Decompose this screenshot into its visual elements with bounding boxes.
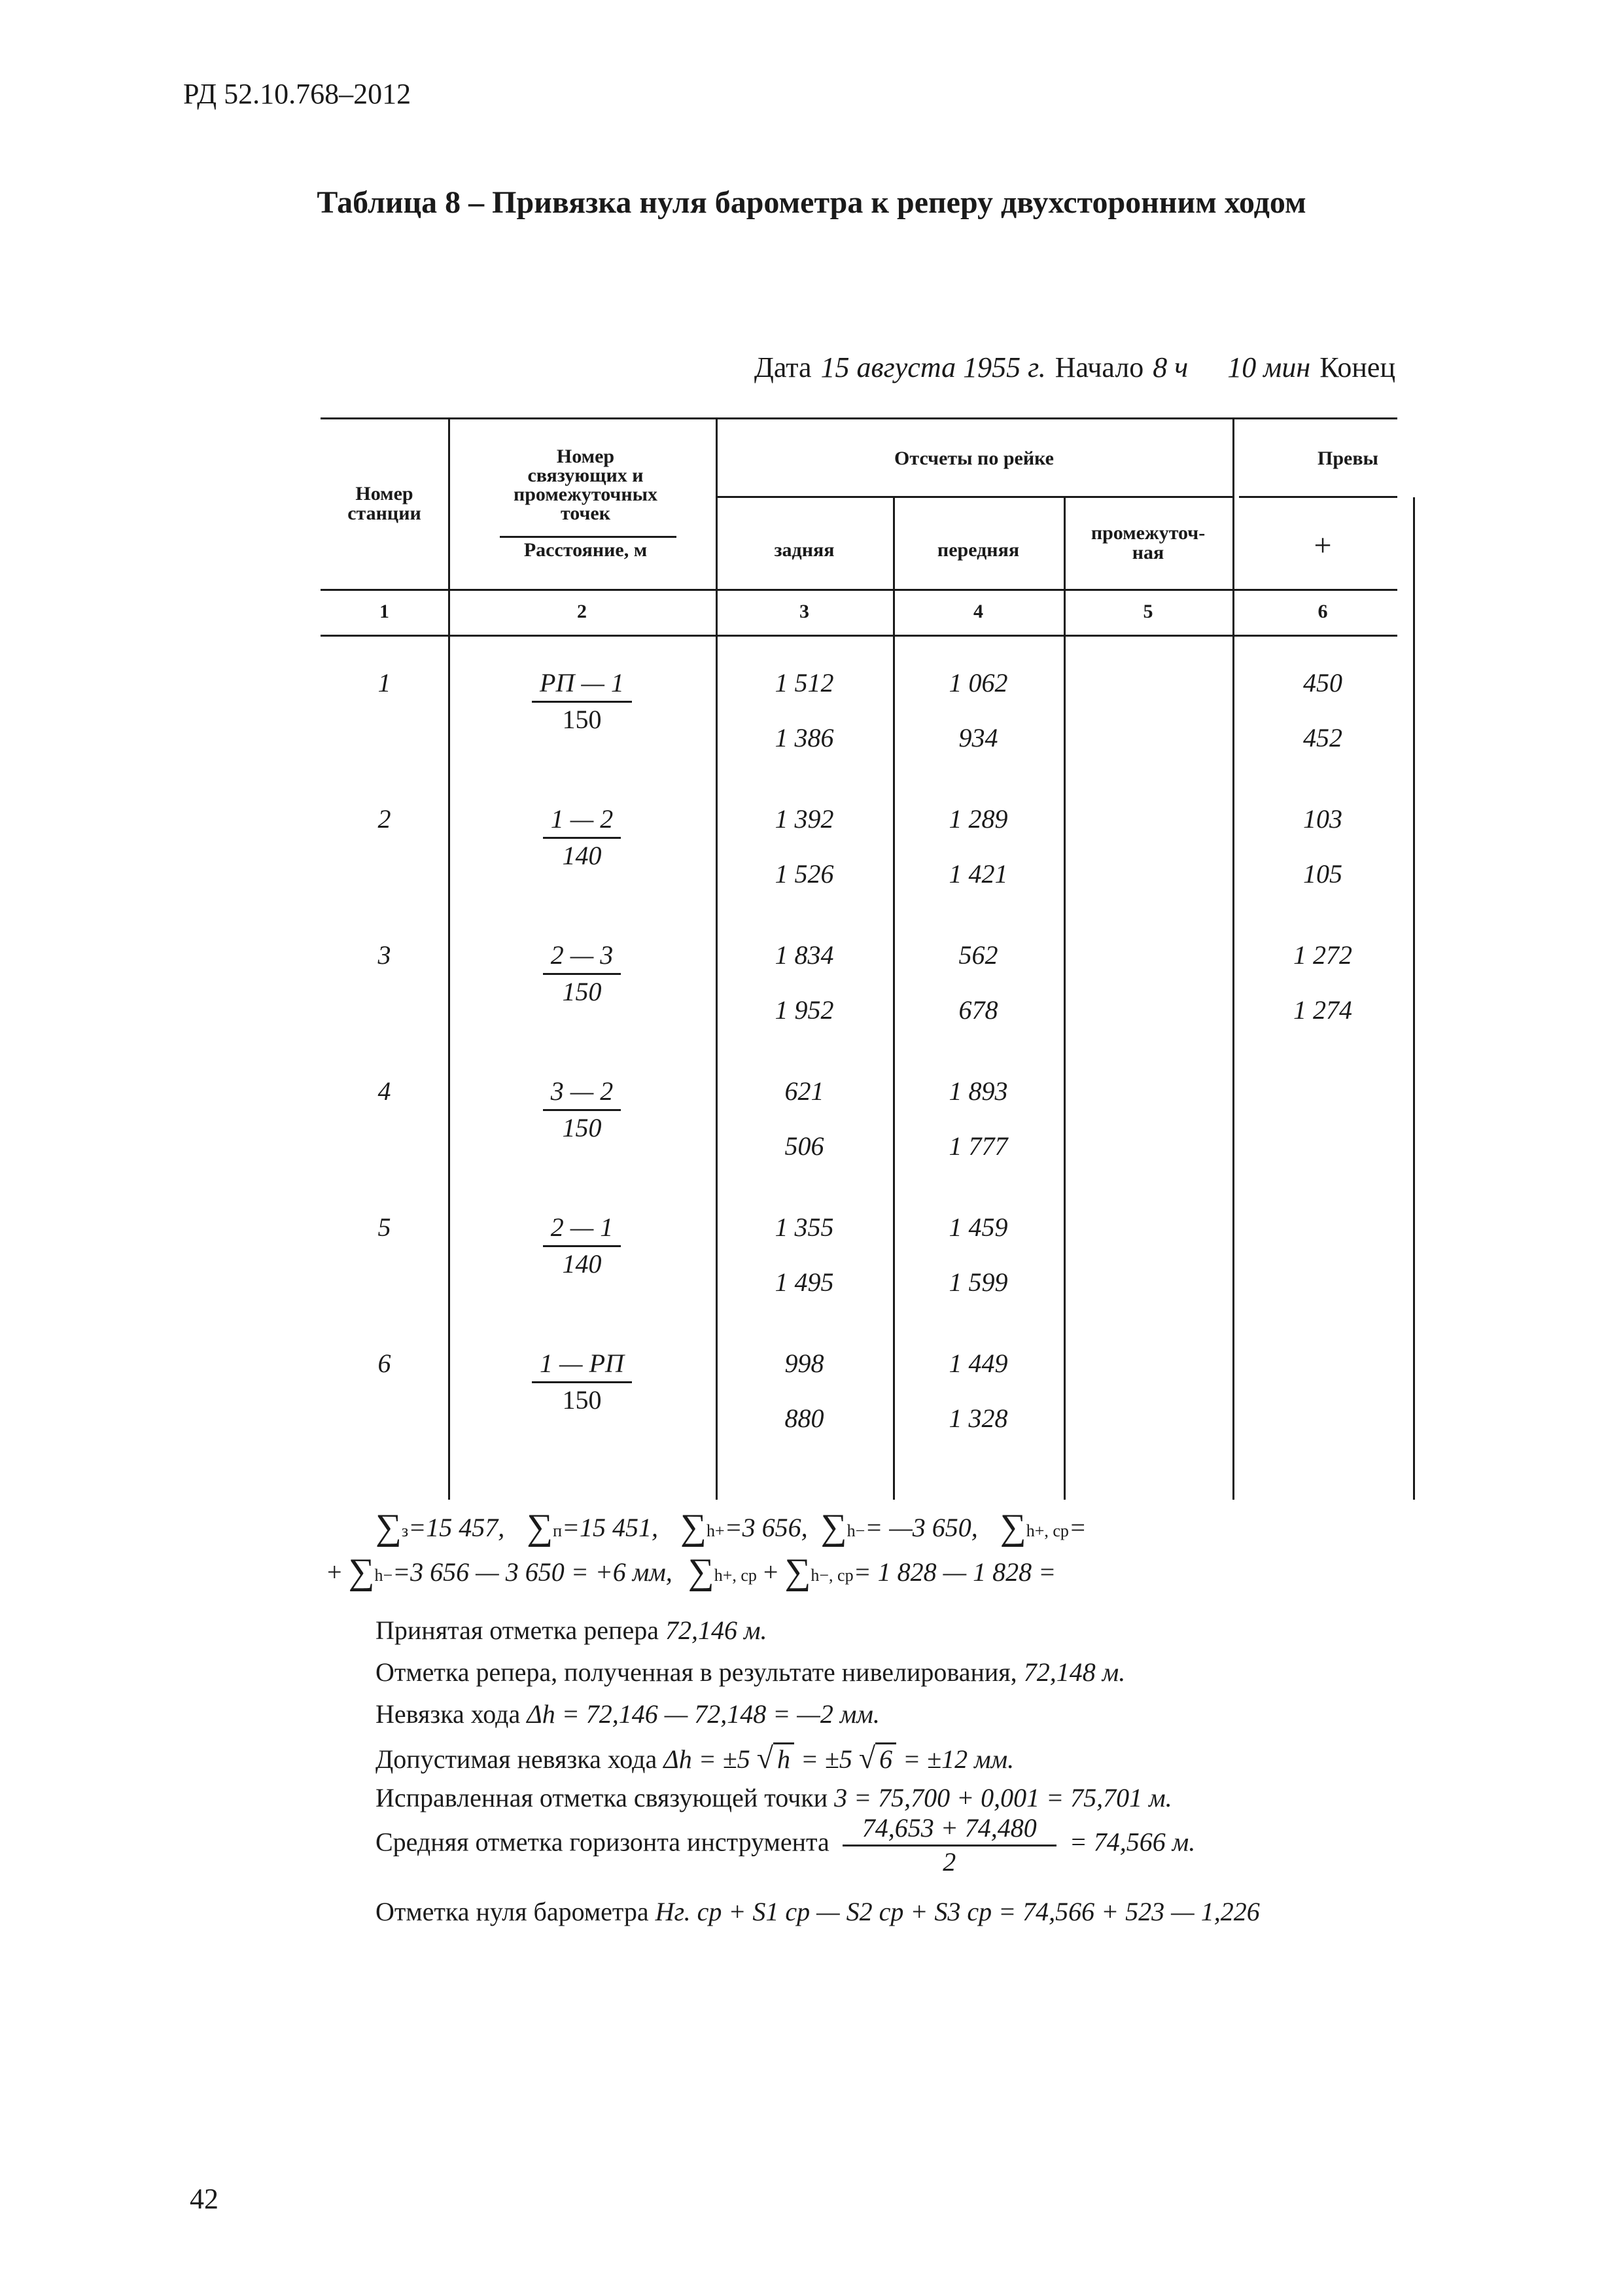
sum-hminus-sub: h− xyxy=(374,1566,393,1585)
points-cell xyxy=(448,1212,716,1279)
back-reading-2: 880 xyxy=(784,1404,824,1433)
plus-sign: + xyxy=(763,1557,778,1587)
distance-value: 150 xyxy=(562,977,602,1006)
dateline xyxy=(745,351,1395,384)
points-label: 2 — 3 xyxy=(543,940,621,975)
table-top-rule xyxy=(321,417,1397,419)
mean-fraction xyxy=(843,1812,1056,1877)
sums-line-2 xyxy=(327,1551,1056,1593)
station-cell: 1 xyxy=(377,668,391,698)
colnum-2: 2 xyxy=(577,601,587,622)
front-reading-2: 678 xyxy=(958,995,998,1025)
body-vrule-4 xyxy=(1064,635,1066,1500)
back-reading-2: 506 xyxy=(784,1131,824,1161)
front-reading-2: 934 xyxy=(958,723,998,752)
sqrt-h: h xyxy=(773,1742,794,1774)
sum-front-sub: п xyxy=(553,1521,563,1540)
plus-excess-1: 1 272 xyxy=(1293,940,1352,970)
plus-excess-1: 450 xyxy=(1303,668,1342,698)
mean-denominator: 2 xyxy=(943,1847,956,1877)
body-vrule-5 xyxy=(1232,635,1234,1500)
plus-excess-2: 105 xyxy=(1303,859,1342,889)
header-station: Номер станции xyxy=(347,483,421,524)
sum-back-value: =15 457, xyxy=(408,1513,505,1542)
sum-hplus-mean-sub: h+, ср xyxy=(1026,1521,1069,1540)
header-points-1: Номер xyxy=(556,446,615,467)
start-value: 8 ч xyxy=(1153,351,1189,383)
back-reading-1: 1 834 xyxy=(775,940,834,970)
allowed-formula-mid: = ±5 xyxy=(800,1744,852,1774)
plus-sign: + xyxy=(327,1557,342,1587)
points-cell xyxy=(448,1348,716,1415)
end-label: Конец xyxy=(1319,351,1395,383)
misclosure-line xyxy=(375,1699,880,1729)
header-inter-2: ная xyxy=(1132,542,1164,563)
body-vrule-6 xyxy=(1413,635,1415,1500)
table-title: Таблица 8 – Привязка нуля барометра к реперу двухсторонним ходом xyxy=(317,185,1306,220)
distance-value: 150 xyxy=(562,1385,602,1415)
station-cell: 6 xyxy=(377,1349,391,1378)
mean-label: Средняя отметка горизонта инструмента xyxy=(375,1827,829,1857)
front-reading-1: 1 062 xyxy=(949,668,1008,698)
allowed-formula-end: = ±12 мм. xyxy=(903,1744,1015,1774)
colnum-4: 4 xyxy=(973,601,983,622)
sum-front-value: =15 451, xyxy=(562,1513,659,1542)
distance-value: 150 xyxy=(562,1113,602,1142)
plus-excess-1: 103 xyxy=(1303,804,1342,834)
sigma-symbol: ∑ xyxy=(820,1507,847,1547)
front-reading-1: 1 459 xyxy=(949,1212,1008,1242)
back-reading-2: 1 495 xyxy=(775,1267,834,1297)
colnum-5: 5 xyxy=(1143,601,1153,622)
station-cell: 4 xyxy=(377,1076,391,1106)
points-cell xyxy=(448,804,716,871)
points-divider xyxy=(500,536,676,538)
back-reading-2: 1 386 xyxy=(775,723,834,752)
header-points-2: связующих и xyxy=(527,465,644,486)
points-cell xyxy=(448,1076,716,1143)
front-reading-1: 1 289 xyxy=(949,804,1008,834)
front-reading-1: 562 xyxy=(958,940,998,970)
mean-horizon-line xyxy=(375,1812,1195,1877)
sum-diff-value: =3 656 — 3 650 = +6 мм, xyxy=(393,1557,672,1587)
obtained-value: 72,148 м. xyxy=(1023,1657,1126,1687)
corrected-label: Исправленная отметка связующей точки xyxy=(375,1783,828,1812)
points-label: 1 — 2 xyxy=(543,804,621,839)
mean-result: = 74,566 м. xyxy=(1069,1827,1196,1857)
header-plus: + xyxy=(1314,528,1332,563)
points-label: РП — 1 xyxy=(532,667,632,703)
station-cell: 5 xyxy=(377,1212,391,1242)
sum-hminus-value: = —3 650, xyxy=(865,1513,978,1542)
back-reading-1: 1 355 xyxy=(775,1212,834,1242)
front-reading-2: 1 328 xyxy=(949,1404,1008,1433)
page-number: 42 xyxy=(190,2183,218,2215)
station-cell: 3 xyxy=(377,940,391,970)
points-cell xyxy=(448,940,716,1007)
front-reading-2: 1 777 xyxy=(949,1131,1008,1161)
back-reading-1: 998 xyxy=(784,1349,824,1378)
plus-excess-2: 1 274 xyxy=(1293,995,1352,1025)
sigma-symbol: ∑ xyxy=(375,1507,402,1547)
sigma-symbol: ∑ xyxy=(680,1507,707,1547)
front-reading-2: 1 599 xyxy=(949,1267,1008,1297)
colnum-1: 1 xyxy=(379,601,389,622)
minutes-value: 10 мин xyxy=(1227,351,1311,383)
front-reading-1: 1 893 xyxy=(949,1076,1008,1106)
obtained-mark-line xyxy=(375,1657,1125,1687)
date-label: Дата xyxy=(754,351,812,383)
barometer-zero-line xyxy=(375,1896,1260,1927)
mean-numerator: 74,653 + 74,480 xyxy=(843,1812,1056,1846)
sum-hminus-mean-sub: h−, ср xyxy=(811,1566,854,1585)
sigma-symbol: ∑ xyxy=(1000,1507,1026,1547)
header-inter-1: промежуточ- xyxy=(1091,522,1206,544)
header-points-4: точек xyxy=(560,503,611,524)
sum-hplus-value: =3 656, xyxy=(724,1513,808,1542)
sum-back-sub: з xyxy=(401,1521,409,1540)
distance-value: 140 xyxy=(562,841,602,870)
distance-value: 140 xyxy=(562,1249,602,1279)
accepted-mark-line xyxy=(375,1615,767,1646)
allowed-formula-start: Δh = ±5 xyxy=(663,1744,750,1774)
sum-mean-value: = 1 828 — 1 828 = xyxy=(853,1557,1056,1587)
allowed-misclosure-line: Допустимая невязка хода Δh = ±5 √ h = ±5 √ 6 = ±12 мм. xyxy=(375,1741,1015,1775)
front-reading-1: 1 449 xyxy=(949,1349,1008,1378)
points-label: 2 — 1 xyxy=(543,1212,621,1247)
points-cell xyxy=(448,667,716,735)
header-back: задняя xyxy=(774,539,835,561)
distance-value: 150 xyxy=(562,705,602,734)
misclosure-label: Невязка хода xyxy=(375,1699,521,1729)
header-bottom-rule xyxy=(321,589,1397,591)
back-reading-2: 1 952 xyxy=(775,995,834,1025)
header-points-3: промежуточных xyxy=(513,484,658,505)
start-label: Начало xyxy=(1055,351,1144,383)
sums-line-1 xyxy=(375,1506,1087,1548)
excess-rule xyxy=(1239,496,1397,498)
header-excess: Превы xyxy=(1318,448,1378,469)
back-reading-1: 1 512 xyxy=(775,668,834,698)
colnum-6: 6 xyxy=(1318,601,1328,622)
obtained-label: Отметка репера, полученная в результате нивелирования, xyxy=(375,1657,1017,1687)
header-front: передняя xyxy=(937,539,1020,561)
sqrt-6: 6 xyxy=(875,1742,896,1774)
sigma-symbol: ∑ xyxy=(527,1507,553,1547)
sigma-symbol: ∑ xyxy=(688,1551,714,1592)
colnum-3: 3 xyxy=(799,601,809,622)
date-value: 15 августа 1955 г. xyxy=(820,351,1046,383)
station-cell: 2 xyxy=(377,804,391,834)
sum-hminus-sub: h− xyxy=(846,1521,865,1540)
sum-hplus-mean-sub: h+, ср xyxy=(714,1566,757,1585)
plus-excess-2: 452 xyxy=(1303,723,1342,752)
points-label: 1 — РП xyxy=(532,1348,632,1383)
zero-label: Отметка нуля барометра xyxy=(375,1897,649,1926)
points-label: 3 — 2 xyxy=(543,1076,621,1111)
accepted-label: Принятая отметка репера xyxy=(375,1616,659,1645)
back-reading-1: 621 xyxy=(784,1076,824,1106)
vrule-6 xyxy=(1413,497,1415,635)
misclosure-value: Δh = 72,146 — 72,148 = —2 мм. xyxy=(527,1699,880,1729)
header-readings: Отсчеты по рейке xyxy=(894,448,1054,469)
zero-formula: Hг. ср + S1 ср — S2 ср + S3 ср = 74,566 + 523 — 1,226 xyxy=(655,1897,1260,1926)
sum-hplus-sub: h+ xyxy=(706,1521,725,1540)
document-code: РД 52.10.768–2012 xyxy=(183,78,411,110)
sum-hplus-mean-eq: = xyxy=(1068,1513,1087,1542)
readings-rule xyxy=(716,496,1232,498)
sigma-symbol: ∑ xyxy=(784,1551,811,1592)
header-distance: Расстояние, м xyxy=(523,539,648,561)
sigma-symbol: ∑ xyxy=(348,1551,375,1592)
front-reading-2: 1 421 xyxy=(949,859,1008,889)
back-reading-1: 1 392 xyxy=(775,804,834,834)
accepted-value: 72,146 м. xyxy=(665,1616,767,1645)
allowed-label: Допустимая невязка хода xyxy=(375,1744,657,1774)
back-reading-2: 1 526 xyxy=(775,859,834,889)
colnum-bottom-rule xyxy=(321,635,1397,637)
corrected-mark-line xyxy=(375,1782,1172,1813)
corrected-value: 3 = 75,700 + 0,001 = 75,701 м. xyxy=(834,1783,1172,1812)
